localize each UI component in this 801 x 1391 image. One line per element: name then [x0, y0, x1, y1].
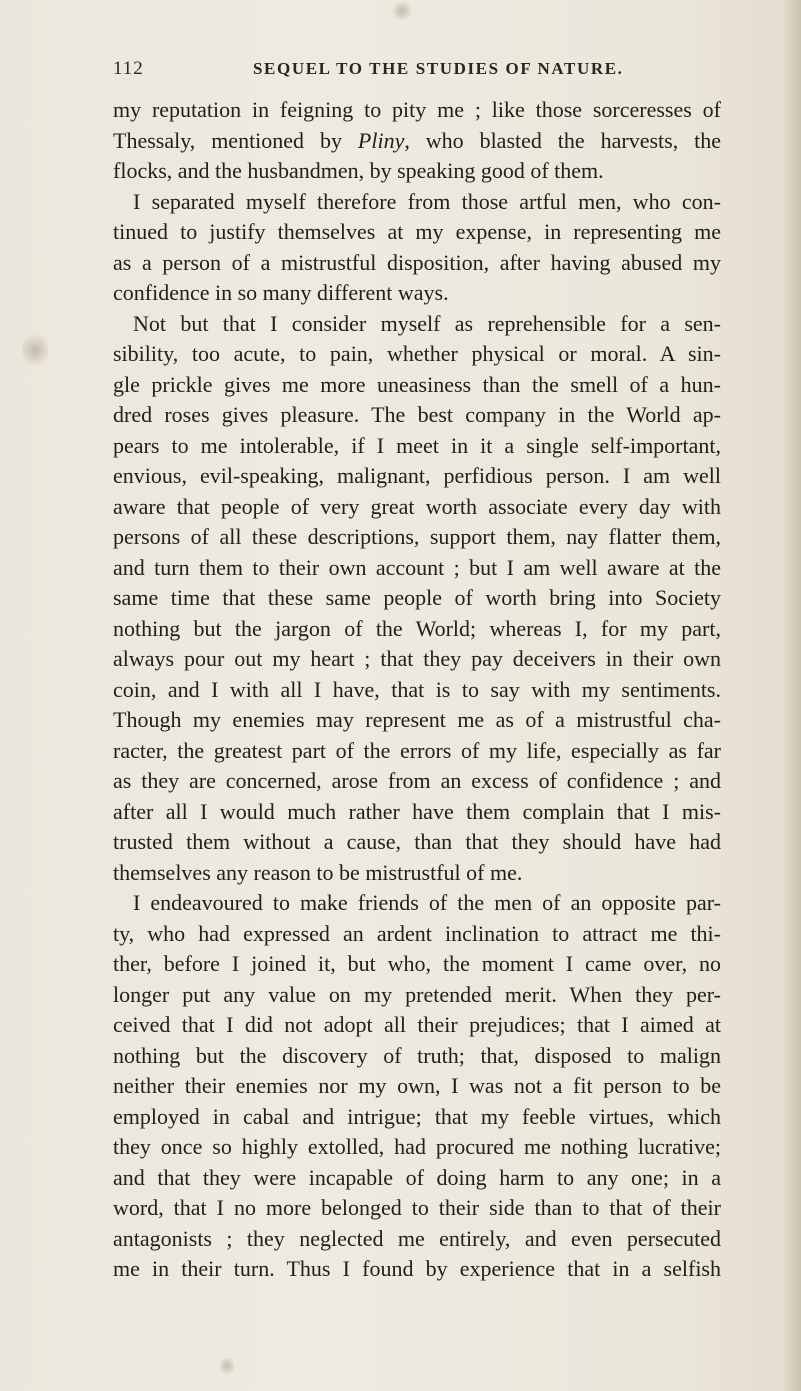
running-head	[113, 58, 733, 84]
text-line: Though my enemies may represent me as of a mistrustful cha-	[113, 707, 721, 732]
text-line: and that they were incapable of doing harm to any one; in a	[113, 1164, 721, 1190]
text-line: trusted them without a cause, than that they should have had	[113, 829, 721, 854]
text-line: envious, evil-speaking, malignant, perfidious person. I am well	[113, 463, 721, 488]
text-line: coin, and I with all I have, that is to say with my sentiments.	[113, 676, 721, 702]
text-line: persons of all these descriptions, support them, nay flatter them,	[113, 524, 721, 549]
text-line: me in their turn. Thus I found by experience that in a selfish	[113, 1256, 721, 1281]
text-line: gle prickle gives me more uneasiness than the smell of a hun-	[113, 371, 721, 397]
text-line: same time that these same people of worth bring into Society	[113, 585, 721, 610]
text-line: ther, before I joined it, but who, the moment I came over, no	[113, 951, 721, 976]
text-line: nothing but the jargon of the World; whereas I, for my part,	[113, 615, 721, 641]
text-line: tinued to justify themselves at my expense, in representing me	[113, 219, 721, 244]
text-line: ceived that I did not adopt all their prejudices; that I aimed at	[113, 1012, 721, 1037]
paper-stain	[22, 330, 48, 370]
text-line: Thessaly, mentioned by Pliny, who blasted the harvests, the	[113, 127, 721, 153]
text-line: I endeavoured to make friends of the men of an opposite par-	[133, 890, 721, 915]
text-line: they once so highly extolled, had procured me nothing lucrative;	[113, 1134, 721, 1159]
paper-stain	[392, 0, 412, 22]
text-line: flocks, and the husbandmen, by speaking good of them.	[113, 158, 604, 183]
text-line: themselves any reason to be mistrustful of me.	[113, 859, 523, 885]
text-line: word, that I no more belonged to their side than to that of their	[113, 1195, 721, 1220]
page-number: 112	[113, 58, 144, 79]
text-line: ty, who had expressed an ardent inclination to attract me thi-	[113, 920, 721, 946]
running-title: SEQUEL TO THE STUDIES OF NATURE.	[253, 59, 624, 78]
text-line: employed in cabal and intrigue; that my feeble virtues, which	[113, 1103, 721, 1129]
text-line: as a person of a mistrustful disposition, after having abused my	[113, 249, 721, 275]
text-line: always pour out my heart ; that they pay deceivers in their own	[113, 646, 721, 671]
text-line: aware that people of very great worth associate every day with	[113, 493, 721, 519]
text-line: longer put any value on my pretended merit. When they per-	[113, 981, 721, 1007]
text-line: antagonists ; they neglected me entirely, and even persecuted	[113, 1225, 721, 1251]
text-line: pears to me intolerable, if I meet in it a single self-important,	[113, 432, 721, 458]
text-line: I separated myself therefore from those artful men, who con-	[133, 188, 721, 214]
body-text	[113, 95, 721, 1285]
text-line: after all I would much rather have them complain that I mis-	[113, 798, 721, 824]
text-line: dred roses gives pleasure. The best company in the World ap-	[113, 402, 721, 427]
text-line: sibility, too acute, to pain, whether physical or moral. A sin-	[113, 341, 721, 366]
text-line: Not but that I consider myself as reprehensible for a sen-	[133, 310, 721, 336]
text-line: and turn them to their own account ; but I am well aware at the	[113, 554, 721, 580]
italic-name: Pliny	[357, 127, 405, 153]
text-line: my reputation in feigning to pity me ; like those sorceresses of	[113, 97, 721, 122]
page-edge-shadow	[783, 0, 801, 1391]
text-line: confidence in so many different ways.	[113, 280, 449, 305]
text-line: as they are concerned, arose from an excess of confidence ; and	[113, 768, 721, 793]
text-line: racter, the greatest part of the errors of my life, especially as far	[113, 737, 721, 763]
text-line: neither their enemies nor my own, I was not a fit person to be	[113, 1073, 721, 1098]
paper-stain	[220, 1355, 234, 1377]
text-line: nothing but the discovery of truth; that, disposed to malign	[113, 1042, 721, 1068]
